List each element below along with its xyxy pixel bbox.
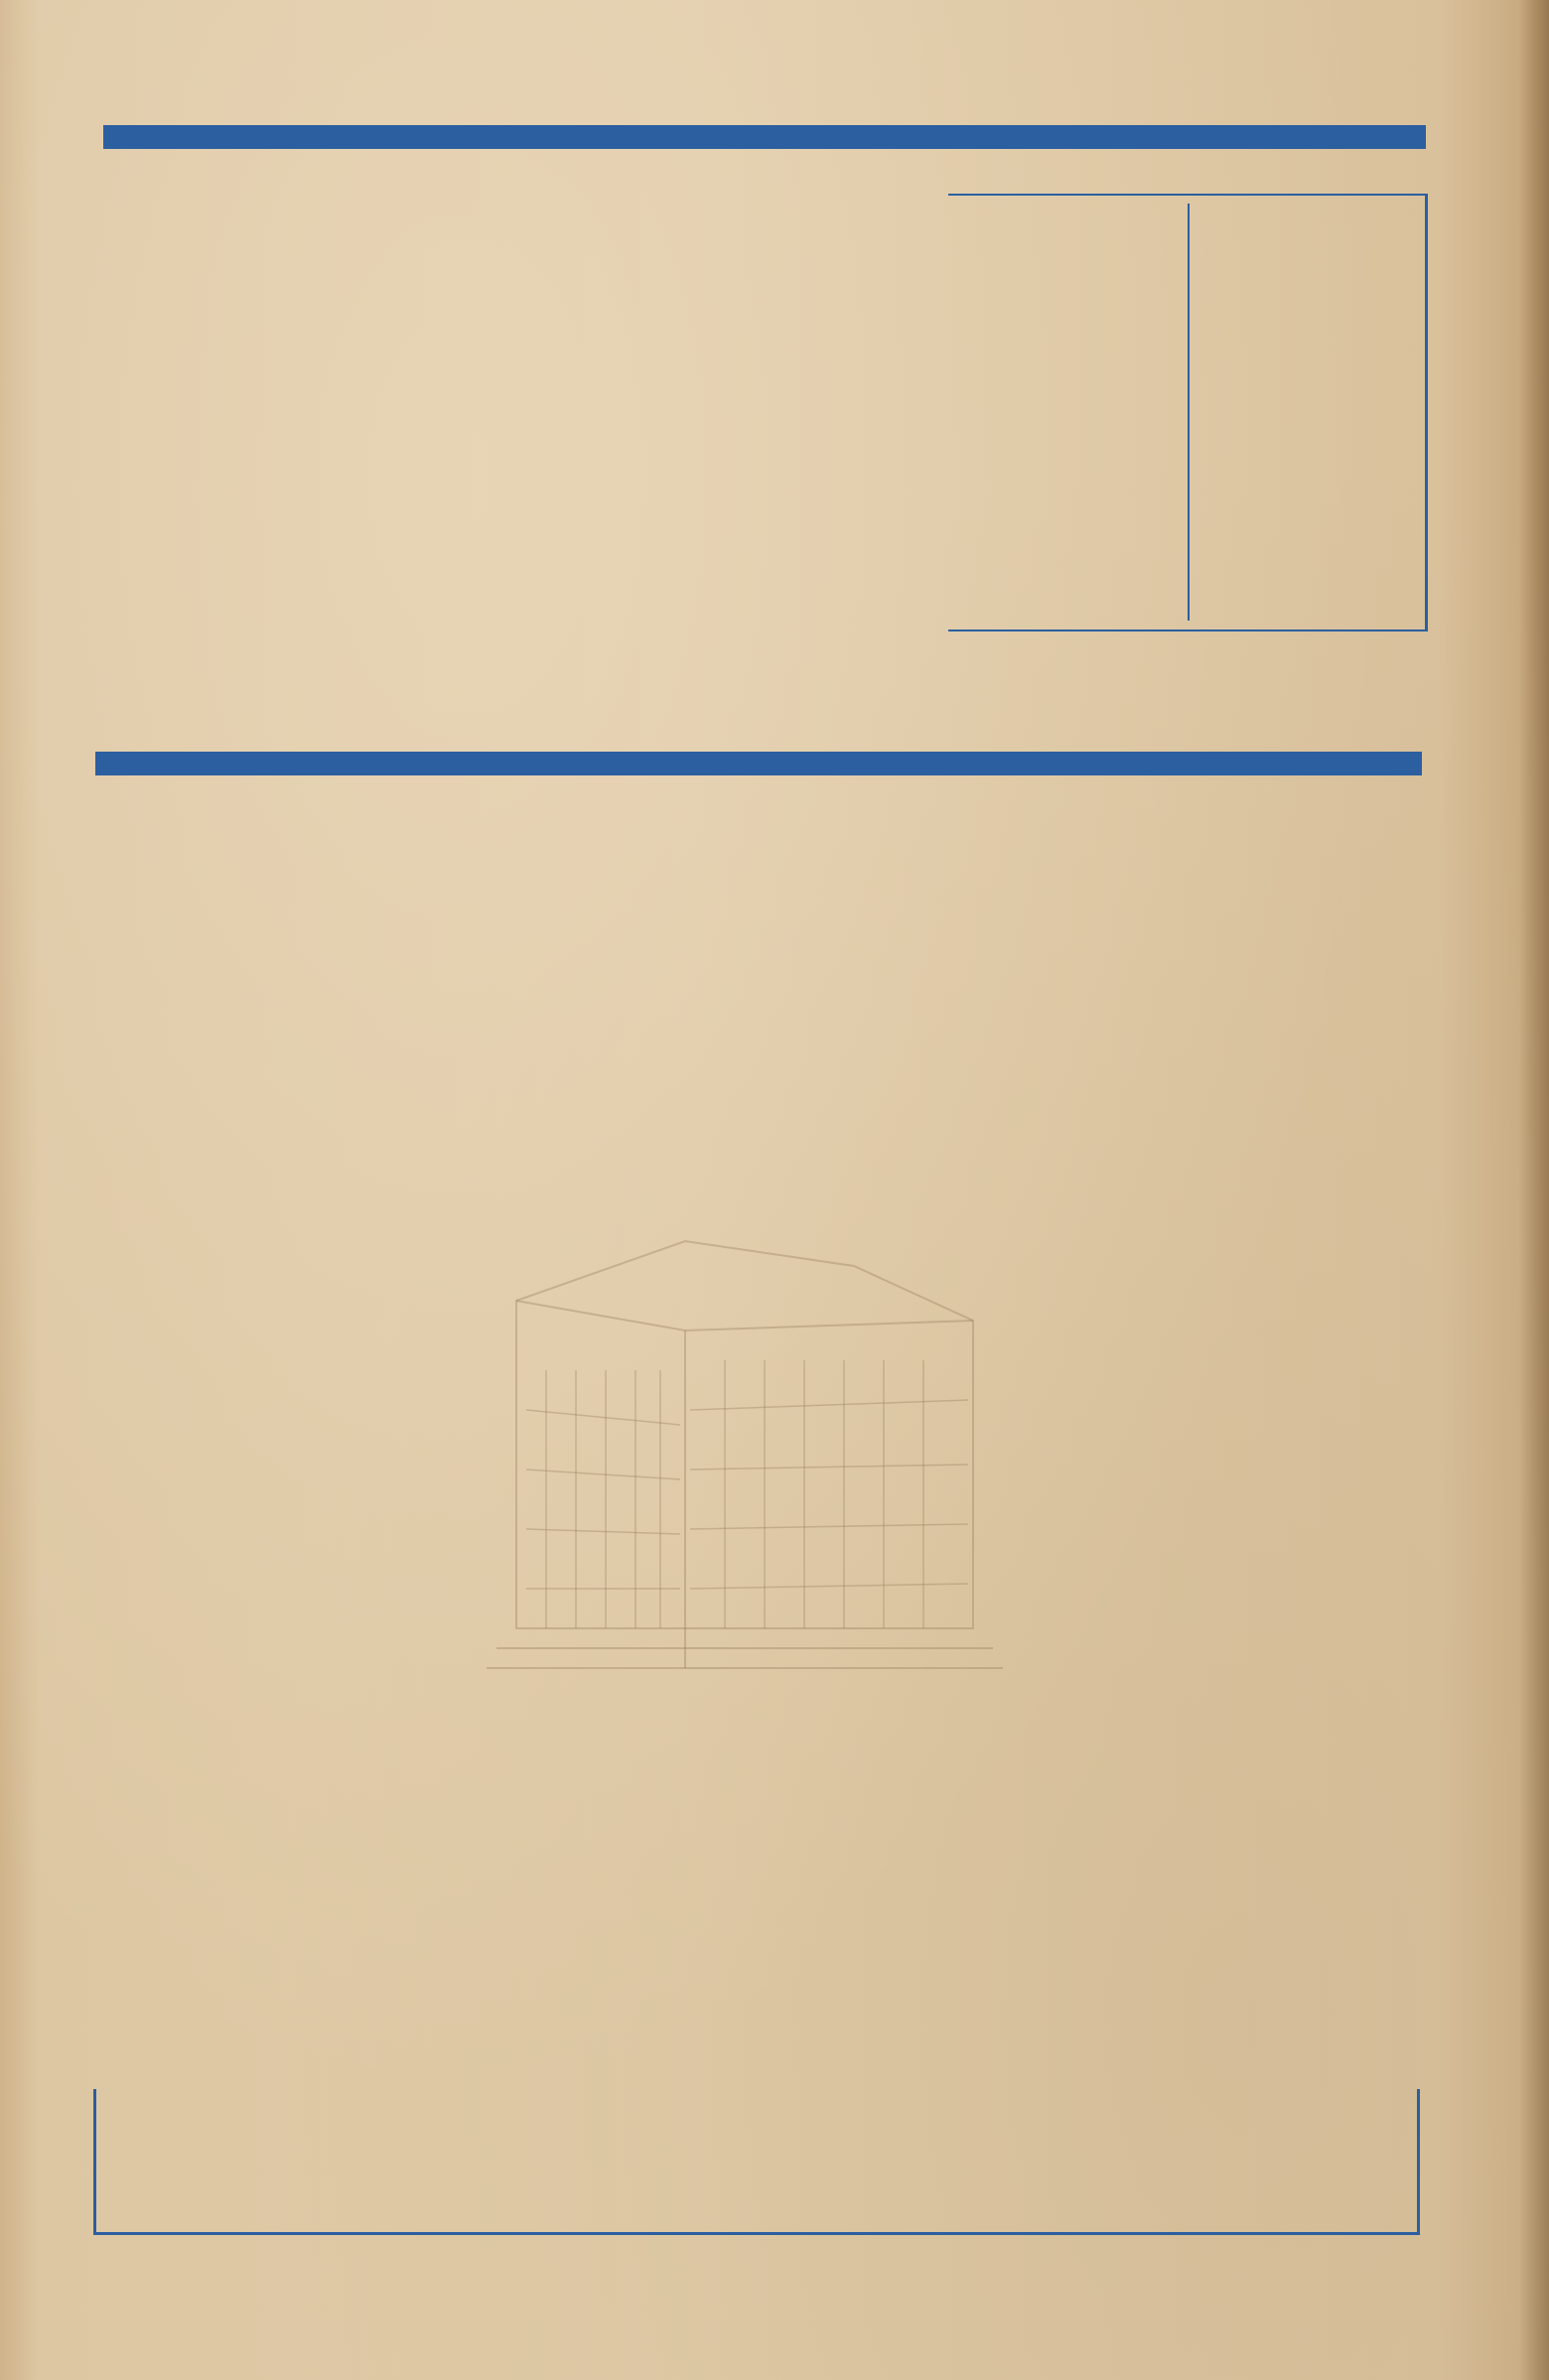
galeries-lafayette-slogan: [99, 650, 1430, 710]
notes-table-topbar: [95, 752, 1422, 775]
notes-table: [95, 752, 1422, 2072]
recipe-block: [101, 210, 896, 608]
page-date: [97, 34, 991, 113]
rimmel-ad: [93, 2089, 1420, 2235]
header-rule: [103, 125, 1426, 149]
menu-lunch: [954, 225, 1183, 241]
menu-box: [948, 194, 1428, 631]
menu-divider: [1188, 204, 1190, 621]
page-spine-shadow: [1519, 0, 1549, 2380]
menu-dinner: [1197, 225, 1415, 241]
